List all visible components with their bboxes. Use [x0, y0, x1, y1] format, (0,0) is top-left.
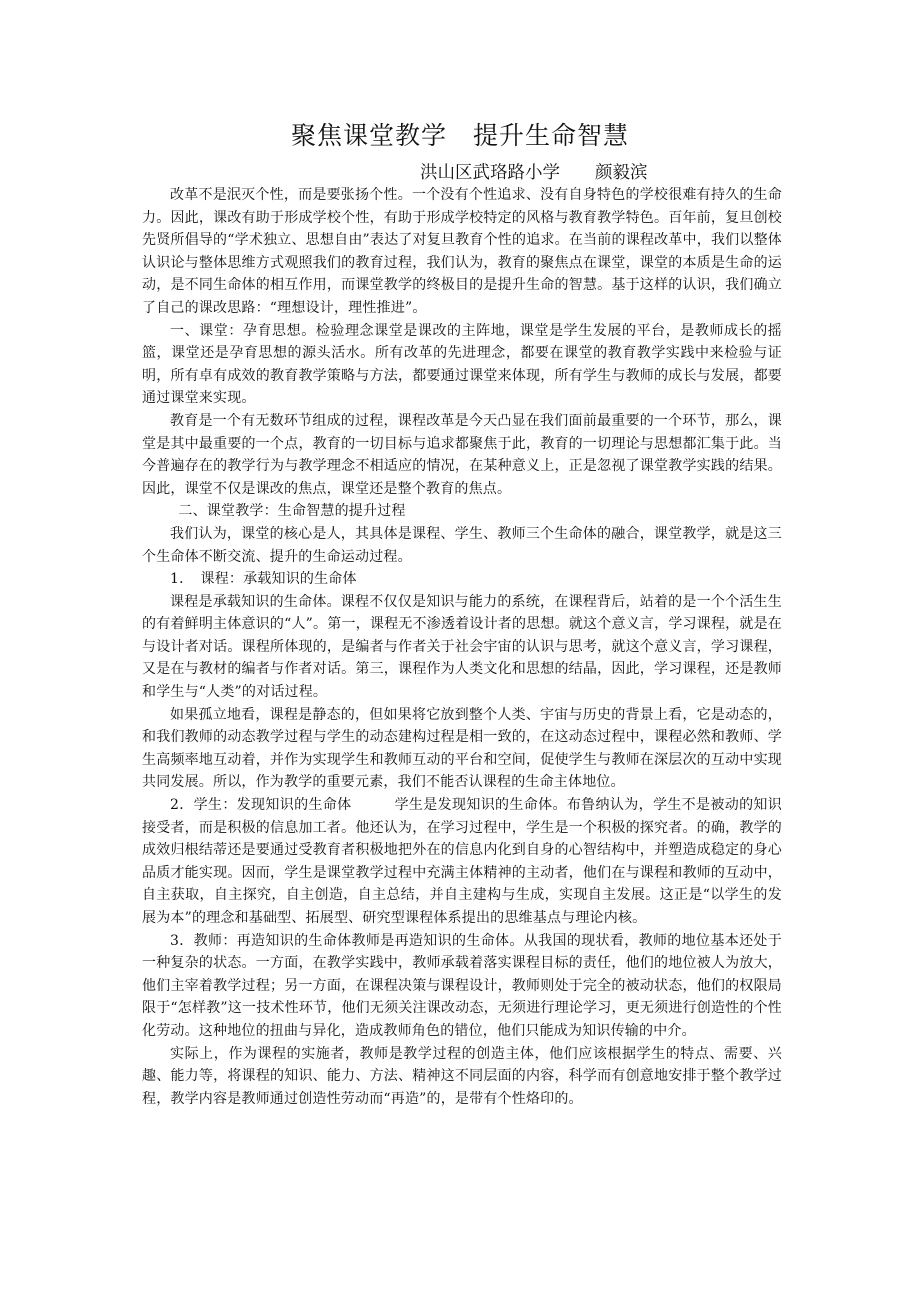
subsection-heading-1: 1． 课程：承载知识的生命体 [170, 571, 357, 588]
document-title: 聚焦课堂教学 提升生命智慧 [290, 121, 629, 150]
paragraph: 教育是一个有无数环节组成的过程，课程改革是今天凸显在我们面前最重要的一个环节，那么，课堂是其中最重要的一个点，教育的一切目标与追求都聚焦于此，教育的一切理论与思想都汇集于此。当今普遍存在的教学行为与教学理念不相适应的情况，在某种意义上，正是忽视了课堂教学实践的结果。因此，课堂不仅是课改的焦点，课堂还是整个教育的焦点。 [142, 412, 782, 497]
paragraph-intro: 改革不是泯灭个性，而是要张扬个性。一个没有个性追求、没有自身特色的学校很难有持久的生命力。因此，课改有助于形成学校个性，有助于形成学校特定的风格与教育教学特色。百年前，复旦创校先贤所倡导的“学术独立、思想自由”表达了对复旦教育个性的追求。在当前的课程改革中，我们以整体认识论与整体思维方式观照我们的教育过程，我们认为，教育的聚焦点在课堂，课堂的本质是生命的运动，是不同生命体的相互作用，而课堂教学的终极目的是提升生命的智慧。基于这样的认识，我们确立了自己的课改思路：“理想设计，理性推进”。 [142, 187, 782, 316]
author-byline: 洪山区武珞路小学 颜毅滨 [420, 163, 648, 183]
document-body [142, 184, 782, 1110]
paragraph-section-1: 一、课堂：孕育思想。检验理念课堂是课改的主阵地，课堂是学生发展的平台，是教师成长的摇篮，课堂还是孕育思想的源头活水。所有改革的先进理念，都要在课堂的教育教学实践中来检验与证明，所有卓有成效的教育教学策略与方法，都要通过课堂来体现，所有学生与教师的成长与发展，都要通过课堂来实现。 [142, 322, 782, 407]
paragraph-subsection-2: 2．学生：发现知识的生命体 学生是发现知识的生命体。布鲁纳认为，学生不是被动的知识接受者，而是积极的信息加工者。他还认为，在学习过程中，学生是一个积极的探究者。的确，教学的成效归根结蒂还是要通过受教育者积极地把外在的信息内化到自身的心智结构中，并塑造成稳定的身心品质才能实现。因而，学生是课堂教学过程中充满主体精神的主动者，他们在与课程和教师的互动中，自主获取，自主探究，自主创造，自主总结，并自主建构与生成，实现自主发展。这正是“以学生的发展为本”的理念和基础型、拓展型、研究型课程体系提出的思维基点与理论内核。 [142, 797, 782, 926]
paragraph: 实际上，作为课程的实施者，教师是教学过程的创造主体，他们应该根据学生的特点、需要、兴趣、能力等，将课程的知识、能力、方法、精神这不同层面的内容，科学而有创意地安排于整个教学过程，教学内容是教师通过创造性劳动而“再造”的，是带有个性烙印的。 [142, 1045, 782, 1107]
paragraph-subsection-3: 3．教师：再造知识的生命体教师是再造知识的生命体。从我国的现状看，教师的地位基本还处于一种复杂的状态。一方面，在教学实践中，教师承载着落实课程目标的责任，他们的地位被人为放大，他们主宰着教学过程；另一方面，在课程决策与课程设计，教师则处于完全的被动状态，他们的权限局限于“怎样教”这一技术性环节，他们无须关注课改动态，无须进行理论学习，更无须进行创造性的个性化劳动。这种地位的扭曲与异化，造成教师角色的错位，他们只能成为知识传输的中介。 [142, 932, 782, 1039]
paragraph: 如果孤立地看，课程是静态的，但如果将它放到整个人类、宇宙与历史的背景上看，它是动态的，和我们教师的动态教学过程与学生的动态建构过程是相一致的，在这动态过程中，课程必然和教师、学生高频率地互动着，并作为实现学生和教师互动的平台和空间，促使学生与教师在深层次的互动中实现共同发展。所以，作为教学的重要元素，我们不能否认课程的生命主体地位。 [142, 706, 782, 791]
paragraph: 课程是承载知识的生命体。课程不仅仅是知识与能力的系统，在课程背后，站着的是一个个活生生的有着鲜明主体意识的“人”。第一，课程无不渗透着设计者的思想。就这个意义言，学习课程，就是在与设计者对话。课程所体现的，是编者与作者关于社会宇宙的认识与思考，就这个意义言，学习课程，又是在与教材的编者与作者对话。第三，课程作为人类文化和思想的结晶，因此，学习课程，还是教师和学生与“人类”的对话过程。 [142, 593, 782, 701]
section-heading-2: 二、课堂教学：生命智慧的提升过程 [178, 503, 406, 520]
paragraph: 我们认为，课堂的核心是人，其具体是课程、学生、教师三个生命体的融合，课堂教学，就是这三个生命体不断交流、提升的生命运动过程。 [142, 525, 782, 565]
